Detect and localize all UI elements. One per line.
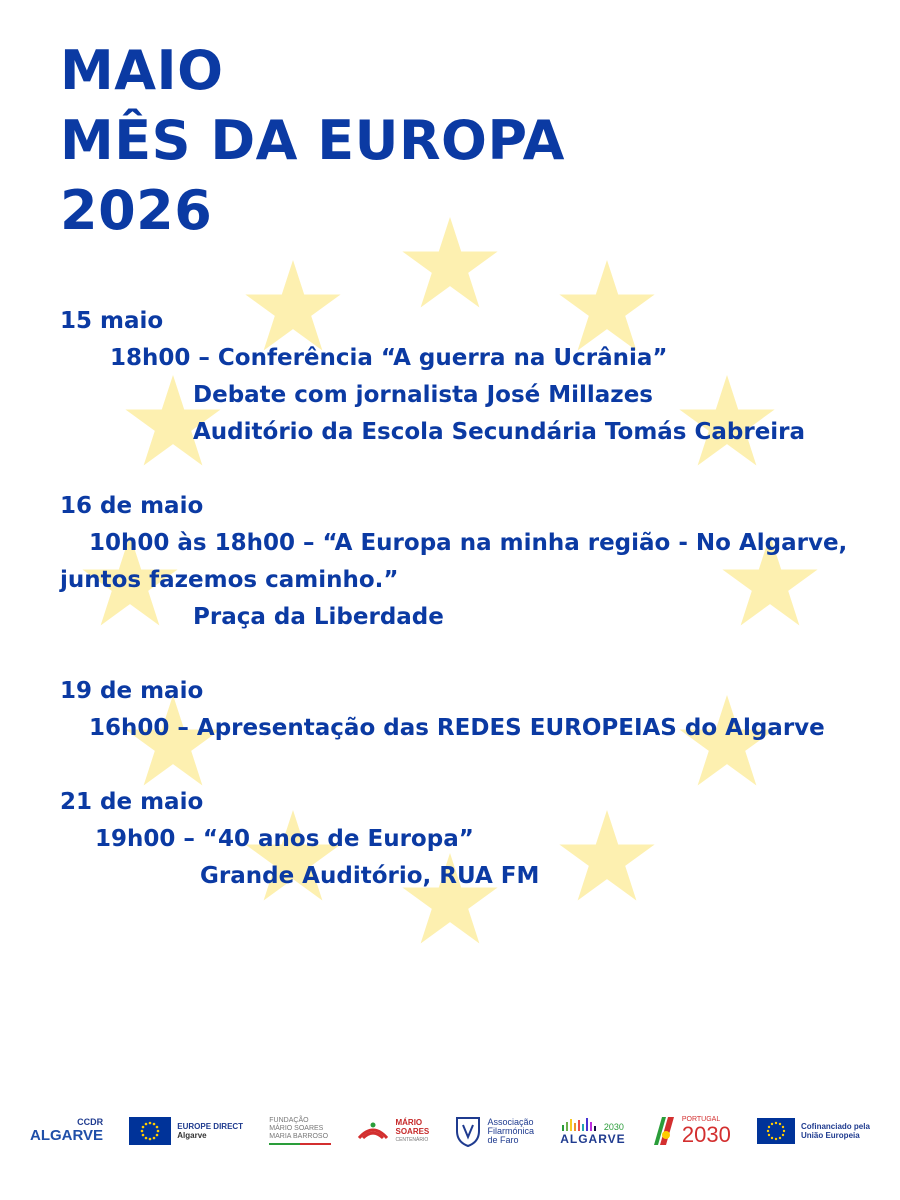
event-location: Auditório da Escola Secundária Tomás Cabreira bbox=[193, 419, 806, 445]
title-line-subject: MÊS DA EUROPA bbox=[60, 109, 565, 172]
eu-flag-icon bbox=[757, 1118, 795, 1144]
fundacao-mario-soares-logo bbox=[269, 1117, 331, 1145]
algarve-2030-name: ALGARVE bbox=[560, 1131, 626, 1146]
filarmonica-line3: de Faro bbox=[487, 1134, 519, 1145]
partner-logos bbox=[30, 1105, 870, 1157]
europe-direct-name: EUROPE DIRECT bbox=[177, 1122, 244, 1131]
centenario-line1: MÁRIO bbox=[395, 1118, 423, 1127]
page-title bbox=[60, 36, 565, 246]
event-date: 16 de maio bbox=[60, 493, 204, 519]
cofinanciado-ue-logo bbox=[757, 1118, 870, 1144]
portugal-2030-year: 2030 bbox=[681, 1122, 731, 1147]
title-line-year: 2026 bbox=[60, 179, 213, 242]
fundacao-line1: FUNDAÇÃO bbox=[269, 1117, 309, 1124]
eu-flag-icon bbox=[129, 1117, 171, 1145]
filarmonica-line2: Filarmónica bbox=[487, 1125, 534, 1136]
event-date: 21 de maio bbox=[60, 789, 204, 815]
cofinanciado-line2: União Europeia bbox=[801, 1131, 860, 1140]
event-16-maio bbox=[60, 488, 870, 636]
event-time-title: 16h00 – Apresentação das REDES EUROPEIAS do Algarve bbox=[89, 715, 825, 741]
cofinanciado-line1: Cofinanciado pela bbox=[801, 1122, 870, 1131]
europe-direct-region: Algarve bbox=[177, 1131, 207, 1140]
portugal-2030-logo bbox=[652, 1115, 731, 1147]
centenario-line2: SOARES bbox=[395, 1127, 430, 1136]
centenario-line3: CENTENÁRIO bbox=[395, 1137, 429, 1143]
ccdr-name: ALGARVE bbox=[30, 1127, 104, 1144]
event-time-title: 10h00 às 18h00 – “A Europa na minha região - No Algarve, bbox=[89, 530, 848, 556]
event-date: 19 de maio bbox=[60, 678, 204, 704]
ccdr-brand: CCDR bbox=[77, 1117, 104, 1127]
event-date: 15 maio bbox=[60, 308, 164, 334]
algarve-2030-logo bbox=[560, 1117, 625, 1146]
event-time-title: 19h00 – “40 anos de Europa” bbox=[95, 826, 474, 852]
europe-direct-logo bbox=[129, 1117, 243, 1145]
event-location: Grande Auditório, RUA FM bbox=[200, 863, 540, 889]
fundacao-line3: MARIA BARROSO bbox=[269, 1133, 329, 1140]
event-21-maio bbox=[60, 784, 870, 895]
event-15-maio bbox=[60, 303, 870, 451]
portugal-2030-label: PORTUGAL bbox=[681, 1116, 721, 1123]
event-schedule bbox=[60, 303, 870, 895]
algarve-bars-icon bbox=[562, 1117, 600, 1131]
filarmonica-shield-icon bbox=[455, 1115, 481, 1147]
fundacao-line2: MÁRIO SOARES bbox=[269, 1125, 324, 1132]
event-19-maio bbox=[60, 673, 870, 747]
event-time-title: 18h00 – Conferência “A guerra na Ucrânia” bbox=[110, 345, 668, 371]
mario-soares-centenario-logo bbox=[357, 1118, 429, 1144]
centenario-emblem-icon bbox=[357, 1120, 389, 1142]
event-detail: Debate com jornalista José Millazes bbox=[193, 382, 653, 408]
event-location: Praça da Liberdade bbox=[193, 604, 444, 630]
event-title-continued: juntos fazemos caminho.” bbox=[60, 567, 399, 593]
filarmonica-line1: Associação bbox=[487, 1116, 534, 1127]
filarmonica-faro-logo bbox=[455, 1115, 534, 1147]
title-line-month: MAIO bbox=[60, 39, 224, 102]
portugal-2030-emblem-icon bbox=[652, 1115, 676, 1147]
ccdr-algarve-logo bbox=[30, 1118, 103, 1144]
algarve-2030-year: 2030 bbox=[603, 1121, 624, 1132]
